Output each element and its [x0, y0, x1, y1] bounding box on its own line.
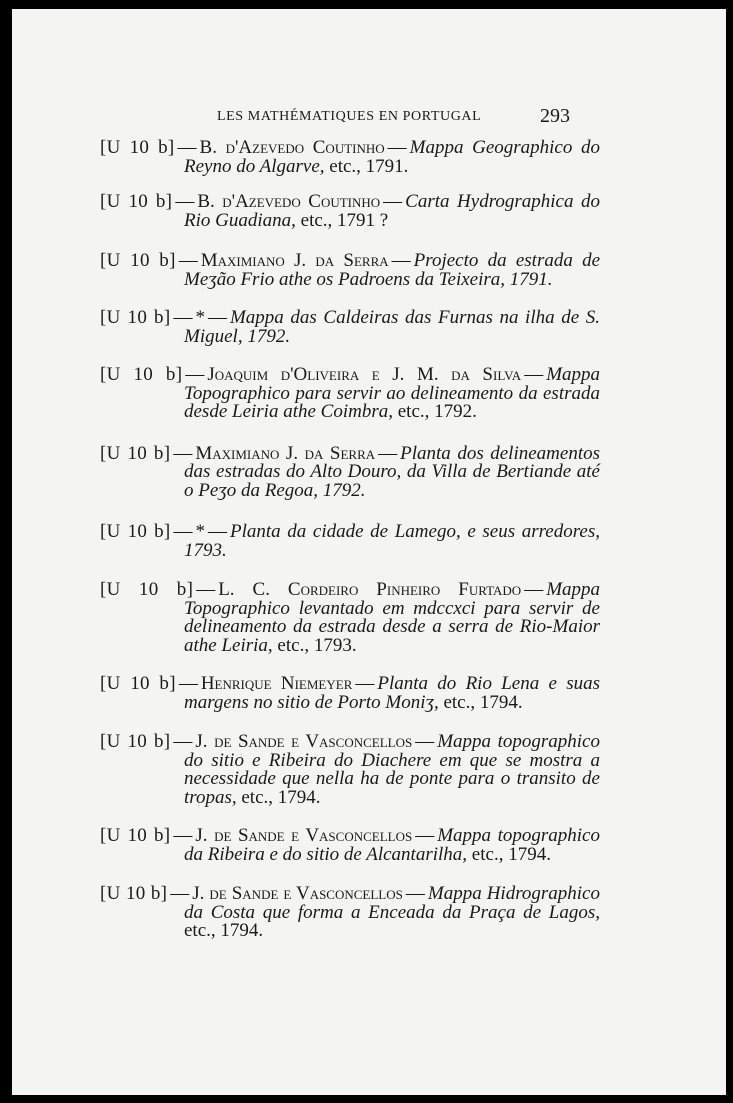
- catalog-entry: [U 10 b] — B. d'Azevedo Coutinho — Carta Hydrographica do Rio Guadiana, etc., 1791 ?: [100, 191, 600, 231]
- shelf-mark: [U 10 b]: [100, 442, 171, 464]
- entry-title: Mappa topographico do sitio e Ribeira do Diachere em que se mostra a necessidade que nella ha de ponte para o transito de tropas,: [184, 731, 600, 808]
- entry-title: Mappa Geographico do Reyno do Algarve,: [184, 137, 600, 177]
- page-header: [12, 105, 726, 129]
- page-number: 293: [540, 105, 570, 127]
- shelf-mark: [U 10 b]: [100, 137, 175, 158]
- entry-author: L. C. Cordeiro Pinheiro Furtado: [218, 579, 522, 600]
- shelf-mark: [U 10 b]: [100, 731, 171, 752]
- catalog-entry: [U 10 b] — * — Mappa das Caldeiras das Furnas na ilha de S. Miguel, 1792.: [100, 307, 600, 347]
- entry-title: Carta Hydrographica do Rio Guadiana,: [184, 191, 600, 231]
- shelf-mark: [U 10 b]: [100, 521, 171, 542]
- catalog-entry: [U 10 b] — J. de Sande e Vasconcellos — Mappa topographico da Ribeira e do sitio de Alcantarilha, etc., 1794.: [100, 825, 600, 865]
- entry-date: etc., 1792.: [397, 401, 477, 422]
- shelf-mark: [U 10 b]: [100, 883, 168, 904]
- entry-title: Projecto da estrada de Meʒão Frio athe os Padroens da Teixeira, 1791.: [184, 250, 600, 290]
- catalog-entry: [U 10 b] — L. C. Cordeiro Pinheiro Furtado — Mappa Topographico levantado em mdccxci para servir de delineamento da estrada desde a serra de Rio-Maior athe Leiria, etc., 1793.: [100, 579, 601, 656]
- entry-title: Mappa Topographico para servir ao delineamento da estrada desde Leiria athe Coimbra,: [184, 364, 601, 422]
- catalog-entry: [U 10 b] — J. de Sande e Vasconcellos — Mappa Hidrographico da Costa que forma a Enceada da Praça de Lagos, etc., 1794.: [100, 883, 600, 941]
- entry-date: etc., 1793.: [277, 634, 357, 656]
- catalog-entry: [U 10 b] — B. d'Azevedo Coutinho — Mappa Geographico do Reyno do Algarve, etc., 1791.: [100, 137, 600, 177]
- entry-date: etc., 1794.: [443, 691, 523, 713]
- entry-author: Joaquim d'Oliveira e J. M. da Silva: [207, 364, 522, 385]
- entry-author: J. de Sande e Vasconcellos: [195, 825, 413, 846]
- entry-title: Mappa Hidrographico da Costa que forma a Enceada da Praça de Lagos,: [184, 883, 600, 923]
- shelf-mark: [U 10 b]: [100, 825, 171, 846]
- entry-title: Planta da cidade de Lamego, e seus arredores, 1793.: [184, 521, 600, 561]
- anonymous-author-asterisk: *: [195, 521, 206, 542]
- entry-date: etc., 1794.: [471, 843, 551, 865]
- entry-author: Maximiano J. da Serra: [195, 442, 376, 464]
- catalog-entry: [U 10 b] — Maximiano J. da Serra — Projecto da estrada de Meʒão Frio athe os Padroens da Teixeira, 1791.: [100, 250, 600, 290]
- entry-title: Mappa topographico da Ribeira e do sitio de Alcantarilha,: [184, 825, 600, 865]
- entry-author: J. de Sande e Vasconcellos: [192, 883, 403, 904]
- catalog-entry: [U 10 b] — J. de Sande e Vasconcellos — Mappa topographico do sitio e Ribeira do Diachere em que se mostra a necessidade que nella ha de ponte para o transito de tropas, etc., 1794.: [100, 731, 600, 808]
- book-page: [12, 9, 726, 1095]
- shelf-mark: [U 10 b]: [100, 307, 171, 328]
- catalog-entries: [100, 139, 600, 941]
- entry-author: Henrique Niemeyer: [200, 673, 353, 694]
- entry-title: Mappa Topographico levantado em mdccxci para servir de delineamento da estrada desde a serra de Rio-Maior athe Leiria,: [184, 579, 601, 656]
- shelf-mark: [U 10 b]: [100, 364, 183, 385]
- shelf-mark: [U 10 b]: [100, 191, 173, 212]
- entry-date: etc., 1794.: [184, 920, 264, 941]
- entry-date: etc., 1791 ?: [300, 209, 389, 231]
- entry-date: etc., 1791.: [329, 155, 409, 177]
- shelf-mark: [U 10 b]: [100, 250, 176, 271]
- entry-title: Planta dos delineamentos das estradas do Alto Douro, da Villa de Bertiande até o Peʒo da Regoa, 1792.: [184, 442, 601, 501]
- entry-author: B. d'Azevedo Coutinho: [199, 137, 385, 158]
- entry-date: etc., 1794.: [241, 786, 321, 808]
- entry-author: B. d'Azevedo Coutinho: [197, 191, 381, 212]
- entry-author: Maximiano J. da Serra: [200, 250, 389, 271]
- entry-author: J. de Sande e Vasconcellos: [195, 731, 413, 752]
- entry-title: Mappa das Caldeiras das Furnas na ilha de S. Miguel, 1792.: [184, 307, 600, 347]
- catalog-entry: [U 10 b] — Joaquim d'Oliveira e J. M. da Silva — Mappa Topographico para servir ao delineamento da estrada desde Leiria athe Coimbra, etc., 1792.: [100, 364, 601, 422]
- running-title: LES MATHÉMATIQUES EN PORTUGAL: [217, 109, 482, 124]
- shelf-mark: [U 10 b]: [100, 579, 194, 600]
- catalog-entry: [U 10 b] — Henrique Niemeyer — Planta do Rio Lena e suas margens no sitio de Porto Moniʒ, etc., 1794.: [100, 673, 600, 713]
- entry-title: Planta do Rio Lena e suas margens no sitio de Porto Moniʒ,: [184, 673, 600, 713]
- catalog-entry: [U 10 b] — * — Planta da cidade de Lamego, e seus arredores, 1793.: [100, 521, 600, 561]
- catalog-entry: [U 10 b] — Maximiano J. da Serra — Planta dos delineamentos das estradas do Alto Douro, da Villa de Bertiande até o Peʒo da Regoa, 1792.: [100, 442, 601, 501]
- shelf-mark: [U 10 b]: [100, 673, 176, 694]
- anonymous-author-asterisk: *: [195, 307, 205, 328]
